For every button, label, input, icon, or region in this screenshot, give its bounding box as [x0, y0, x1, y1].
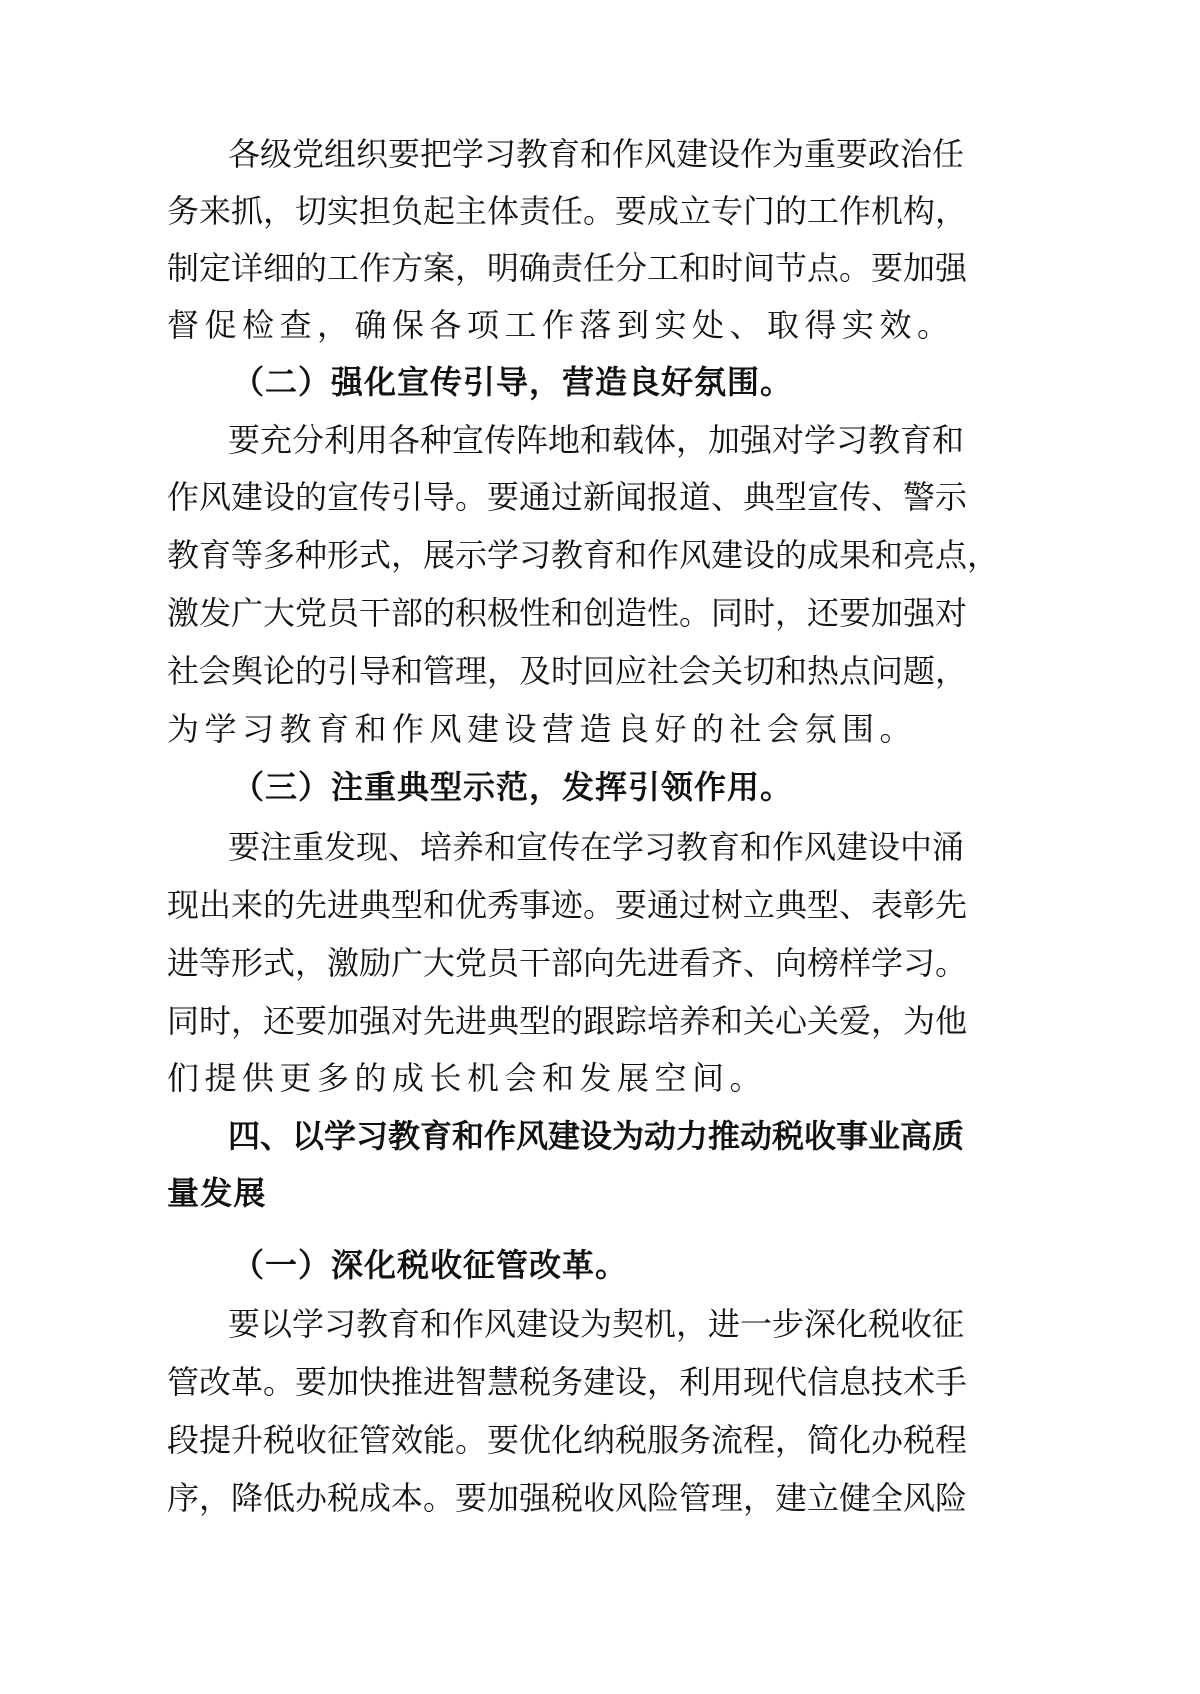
subheading: （一）深化税收征管改革。 — [232, 1246, 629, 1284]
section-heading: 量发展 — [167, 1174, 267, 1212]
body-text-line: 段提升税收征管效能。要优化纳税服务流程，简化办税程 — [167, 1421, 968, 1459]
body-text-line: 教育等多种形式，展示学习教育和作风建设的成果和亮点， — [167, 536, 1000, 574]
body-text-line: 督促检查，确保各项工作落到实处、取得实效。 — [167, 306, 955, 344]
body-text-line: 要注重发现、培养和宣传在学习教育和作风建设中涌 — [228, 828, 965, 866]
body-text-line: 制定详细的工作方案，明确责任分工和时间节点。要加强 — [167, 249, 968, 287]
body-text-line: 社会舆论的引导和管理，及时回应社会关切和热点问题， — [167, 652, 968, 690]
body-text-line: 各级党组织要把学习教育和作风建设作为重要政治任 — [228, 135, 965, 173]
body-text-line: 务来抓，切实担负起主体责任。要成立专门的工作机构， — [167, 192, 968, 230]
body-text-line: 们提供更多的成长机会和发展空间。 — [167, 1059, 768, 1097]
body-text-line: 为学习教育和作风建设营造良好的社会氛围。 — [167, 710, 918, 748]
section-heading: 四、以学习教育和作风建设为动力推动税收事业高质 — [228, 1117, 965, 1155]
body-text-line: 管改革。要加快推进智慧税务建设，利用现代信息技术手 — [167, 1363, 968, 1401]
body-text-line: 同时，还要加强对先进典型的跟踪培养和关心关爱，为他 — [167, 1002, 968, 1040]
subheading: （三）注重典型示范，发挥引领作用。 — [232, 768, 794, 806]
body-text-line: 作风建设的宣传引导。要通过新闻报道、典型宣传、警示 — [167, 478, 968, 516]
body-text-line: 要充分利用各种宣传阵地和载体，加强对学习教育和 — [228, 421, 965, 459]
body-text-line: 要以学习教育和作风建设为契机，进一步深化税收征 — [228, 1305, 965, 1343]
body-text-line: 序，降低办税成本。要加强税收风险管理，建立健全风险 — [167, 1479, 968, 1517]
subheading: （二）强化宣传引导，营造良好氛围。 — [232, 363, 794, 401]
body-text-line: 进等形式，激励广大党员干部向先进看齐、向榜样学习。 — [167, 944, 968, 982]
body-text-line: 现出来的先进典型和优秀事迹。要通过树立典型、表彰先 — [167, 886, 968, 924]
body-text-line: 激发广大党员干部的积极性和创造性。同时，还要加强对 — [167, 594, 968, 632]
